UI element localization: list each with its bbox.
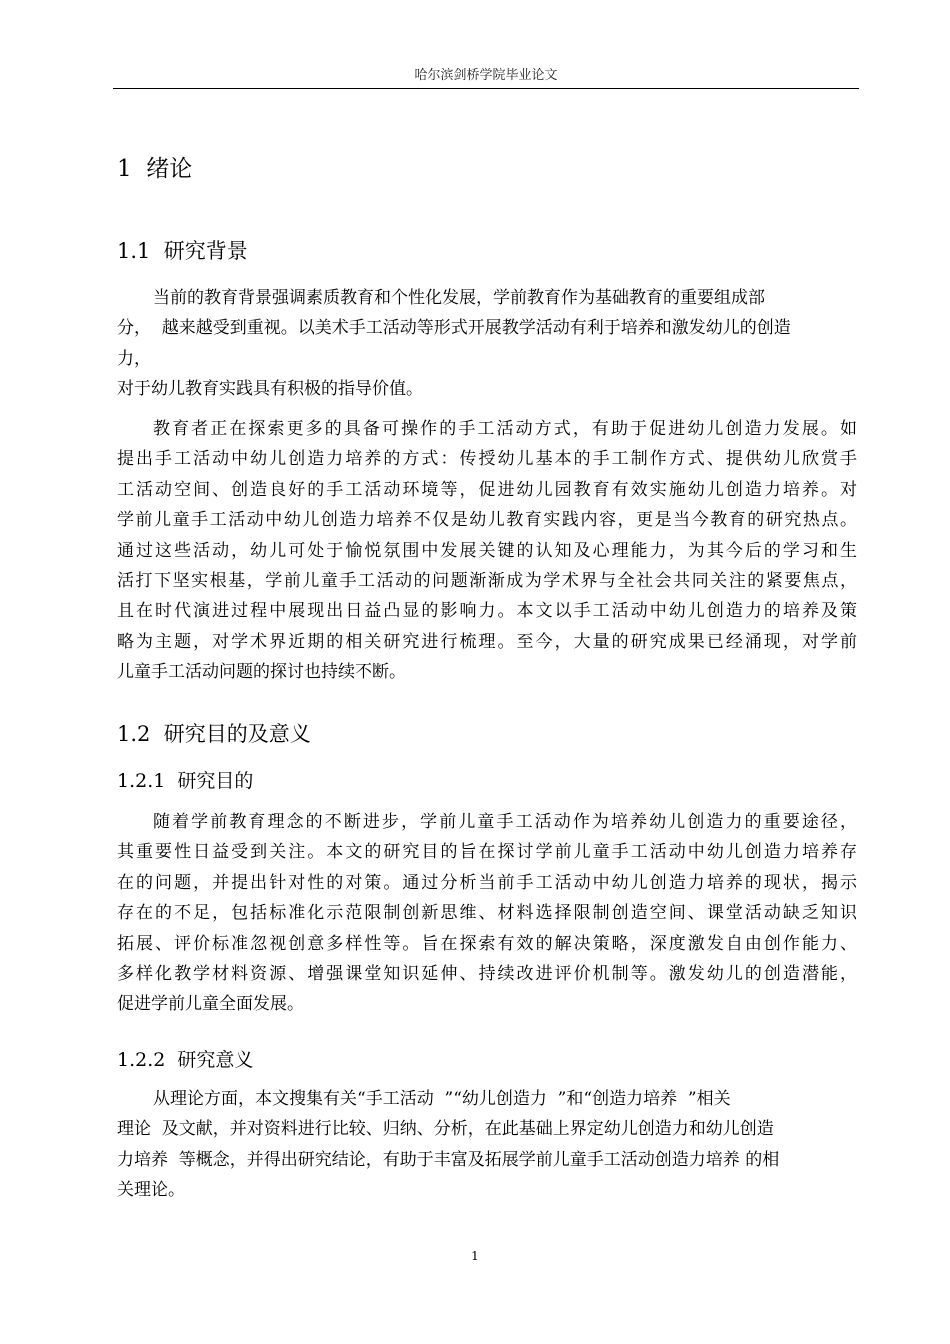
paragraph-background-2 <box>117 414 857 688</box>
text-line: 力， <box>117 348 151 369</box>
section-heading-1-2: 1.2 研究目的及意义 <box>117 722 311 746</box>
text-line: 通过这些活动，幼儿可处于愉悦氛围中发展关键的认知及心理能力，为其今后的学习和生 <box>117 540 857 561</box>
text-line: 略为主题，对学术界近期的相关研究进行梳理。至今，大量的研究成果已经涌现，对学前 <box>117 631 857 652</box>
text-line: 关理论。 <box>117 1180 185 1201</box>
text-line: 在的问题，并提出针对性的对策。通过分析当前手工活动中幼儿创造力培养的现状，揭示 <box>117 872 857 893</box>
text-line: 其重要性日益受到关注。本文的研究目的旨在探讨学前儿童手工活动中幼儿创造力培养存 <box>117 842 857 863</box>
chapter-title: 1 绪论 <box>117 156 193 182</box>
text-line: 提出手工活动中幼儿创造力培养的方式：传授幼儿基本的手工制作方式、提供幼儿欣赏手 <box>117 449 857 470</box>
text-line: 且在时代演进过程中展现出日益凸显的影响力。本文以手工活动中幼儿创造力的培养及策 <box>117 601 857 622</box>
paragraph-background-1 <box>117 283 857 405</box>
header-divider <box>113 88 859 89</box>
text-line: 分， 越来越受到重视。以美术手工活动等形式开展教学活动有利于培养和激发幼儿的创造 <box>117 318 791 339</box>
text-line: 理论 及文献，并对资料进行比较、归纳、分析，在此基础上界定幼儿创造力和幼儿创造 <box>117 1119 774 1140</box>
text-line: 活打下坚实根基，学前儿童手工活动的问题渐渐成为学术界与全社会共同关注的紧要焦点， <box>117 570 857 591</box>
section-heading-1-2-2: 1.2.2 研究意义 <box>117 1049 254 1071</box>
paragraph-significance <box>117 1084 857 1206</box>
text-line: 随着学前教育理念的不断进步，学前儿童手工活动作为培养幼儿创造力的重要途径， <box>153 812 857 832</box>
text-line: 儿童手工活动问题的探讨也持续不断。 <box>117 662 406 683</box>
text-line: 促进学前儿童全面发展。 <box>117 994 304 1015</box>
text-line: 工活动空间、创造良好的手工活动环境等，促进幼儿园教育有效实施幼儿创造力培养。对 <box>117 479 857 500</box>
text-line: 多样化教学材料资源、增强课堂知识延伸、持续改进评价机制等。激发幼儿的创造潜能， <box>117 963 857 984</box>
text-line: 拓展、评价标准忽视创意多样性等。旨在探索有效的解决策略，深度激发自由创作能力、 <box>117 933 857 954</box>
page-number: 1 <box>471 1249 479 1263</box>
text-line: 当前的教育背景强调素质教育和个性化发展，学前教育作为基础教育的重要组成部 <box>153 288 765 308</box>
section-heading-1-2-1: 1.2.1 研究目的 <box>117 770 254 792</box>
paragraph-purpose <box>117 807 857 1020</box>
page-header: 哈尔滨剑桥学院毕业论文 <box>414 68 558 83</box>
section-heading-1-1: 1.1 研究背景 <box>117 239 248 263</box>
text-line: 对于幼儿教育实践具有积极的指导价值。 <box>117 379 423 400</box>
text-line: 教育者正在探索更多的具备可操作的手工活动方式，有助于促进幼儿创造力发展。如 <box>153 419 857 439</box>
text-line: 从理论方面，本文搜集有关“手工活动 ”“幼儿创造力 ”和“创造力培养 ”相关 <box>153 1089 731 1109</box>
text-line: 学前儿童手工活动中幼儿创造力培养不仅是幼儿教育实践内容，更是当今教育的研究热点。 <box>117 510 857 531</box>
text-line: 力培养 等概念，并得出研究结论，有助于丰富及拓展学前儿童手工活动创造力培养 的相 <box>117 1149 780 1170</box>
text-line: 存在的不足，包括标准化示范限制创新思维、材料选择限制创造空间、课堂活动缺乏知识 <box>117 903 857 924</box>
